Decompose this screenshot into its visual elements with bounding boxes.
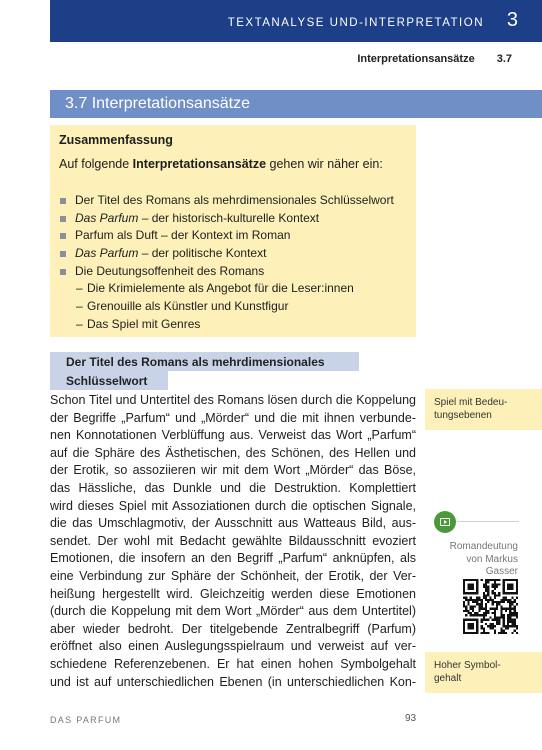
body-line: sendet. Der wohl mit Bedacht gewählte Bildausschnitt evoziert (50, 533, 416, 548)
summary-item-text: Die Deutungsoffenheit des Romans (75, 263, 265, 278)
body-line: Emotionen, die insofern an den Begriff „Parfum“ anknüpfen, als (50, 551, 416, 566)
summary-item (59, 263, 409, 281)
margin-note-line: Spiel mit Bedeu- (434, 397, 508, 408)
chapter-header-bar (50, 0, 542, 42)
body-line: der Erotik, so assoziieren wir mit dem Wort „Mörder“ das Böse, (50, 463, 416, 478)
summary-box (50, 125, 416, 337)
section-heading: 3.7 Interpretationsansätze (65, 95, 251, 112)
body-line: (durch die Koppelung mit dem Wort „Mörder“ aus dem Untertitel) (50, 604, 416, 619)
body-line: wird dieses Spiel mit Assoziationen durch die optischen Signale, (50, 498, 416, 513)
margin-note-line: tungsebenen (434, 410, 492, 421)
running-head (357, 53, 512, 65)
body-line: das Hässliche, das Dunkle und die Destruktion. Komplettiert (50, 480, 416, 495)
body-line: eine Verbindung zur Sphäre der Schönheit, der Erotik, der Ver- (50, 568, 416, 583)
running-title: Interpretationsansätze (357, 53, 475, 65)
summary-heading: Zusammenfassung (59, 133, 173, 147)
chapter-number: 3 (506, 9, 518, 31)
video-play-icon[interactable] (434, 511, 456, 533)
divider (457, 521, 519, 522)
subsection-heading-line1: Der Titel des Romans als mehrdimensionales (66, 355, 325, 369)
summary-item (59, 192, 409, 210)
summary-item (59, 210, 409, 228)
summary-item-text: – der historisch-kulturelle Kontext (138, 210, 320, 225)
video-triangle-shape (444, 520, 447, 524)
body-text (50, 392, 416, 691)
summary-item-text: Parfum als Duft – der Kontext im Roman (75, 228, 291, 243)
summary-item (59, 245, 409, 263)
dash-marker: – (76, 299, 83, 314)
video-caption[interactable] (425, 541, 518, 579)
summary-subitem-text: Grenouille als Künstler und Kunstfigur (87, 299, 289, 314)
margin-note-line: gehalt (434, 673, 462, 684)
summary-subitem (59, 280, 409, 298)
chapter-title: TEXTANALYSE UND-INTERPRETATION (227, 17, 484, 29)
dash-marker: – (76, 281, 83, 296)
video-caption-line: Romandeutung (449, 541, 518, 552)
footer-book-title: DAS PARFUM (50, 715, 122, 725)
margin-note (425, 652, 542, 693)
summary-item (59, 227, 409, 245)
margin-note-line: Hoher Symbol- (434, 660, 501, 671)
summary-list (59, 192, 409, 334)
qr-code-icon[interactable] (463, 579, 518, 634)
summary-item-text: Der Titel des Romans als mehrdimensionales Schlüsselwort (75, 193, 394, 207)
video-caption-line: von Markus (466, 553, 518, 565)
body-line: und ist auf unterschiedlichen Ebenen (in unterschiedlichen Kon- (50, 674, 416, 689)
body-line: nen Konnotationen Verblüffung aus. Verweist das Wort „Parfum“ (50, 428, 416, 443)
summary-intro (59, 157, 383, 171)
body-line: Schon Titel und Untertitel des Romans lösen durch die Koppelung (50, 393, 416, 407)
body-line: der Begriffe „Parfum“ und „Mörder“ und die mit ihnen verbunde- (50, 410, 416, 425)
running-section: 3.7 (496, 53, 512, 65)
margin-note (425, 389, 542, 430)
summary-item-italic: Das Parfum (75, 246, 139, 261)
body-line: auf die Sphäre des Ästhetischen, des Schönen, des Hellen und (50, 445, 416, 460)
body-line: schiedene Referenzebenen. Er hat einen hohen Symbolgehalt (50, 656, 416, 671)
summary-subitem-text: Das Spiel mit Genres (87, 316, 201, 331)
summary-subitem-text: Die Krimielemente als Angebot für die Leser:innen (87, 281, 354, 296)
body-line: eröffnet also einen Auslegungsspielraum und verweist auf ver- (50, 639, 416, 654)
summary-item-italic: Das Parfum (75, 210, 139, 225)
summary-intro-post: gehen wir näher ein: (266, 157, 383, 171)
body-line: heißung hergestellt wird. Gleichzeitig werden diese Emotionen (50, 586, 416, 601)
summary-subitem (59, 316, 409, 334)
dash-marker: – (76, 316, 83, 331)
subsection-heading-line2: Schlüsselwort (66, 374, 148, 388)
body-line: aber wieder bedroht. Der titelgebende Zentralbegriff (Parfum) (50, 621, 416, 636)
section-heading-bar (50, 90, 542, 118)
video-caption-line: Gasser (485, 566, 518, 577)
body-line: die das Umschlagmotiv, der Ausschnitt aus Watteaus Bild, aus- (50, 516, 416, 531)
summary-intro-bold: Interpretationsansätze (132, 157, 267, 171)
summary-subitem (59, 298, 409, 316)
summary-intro-pre: Auf folgende (59, 157, 133, 171)
summary-item-text: – der politische Kontext (138, 246, 267, 261)
page-number: 93 (405, 713, 417, 724)
